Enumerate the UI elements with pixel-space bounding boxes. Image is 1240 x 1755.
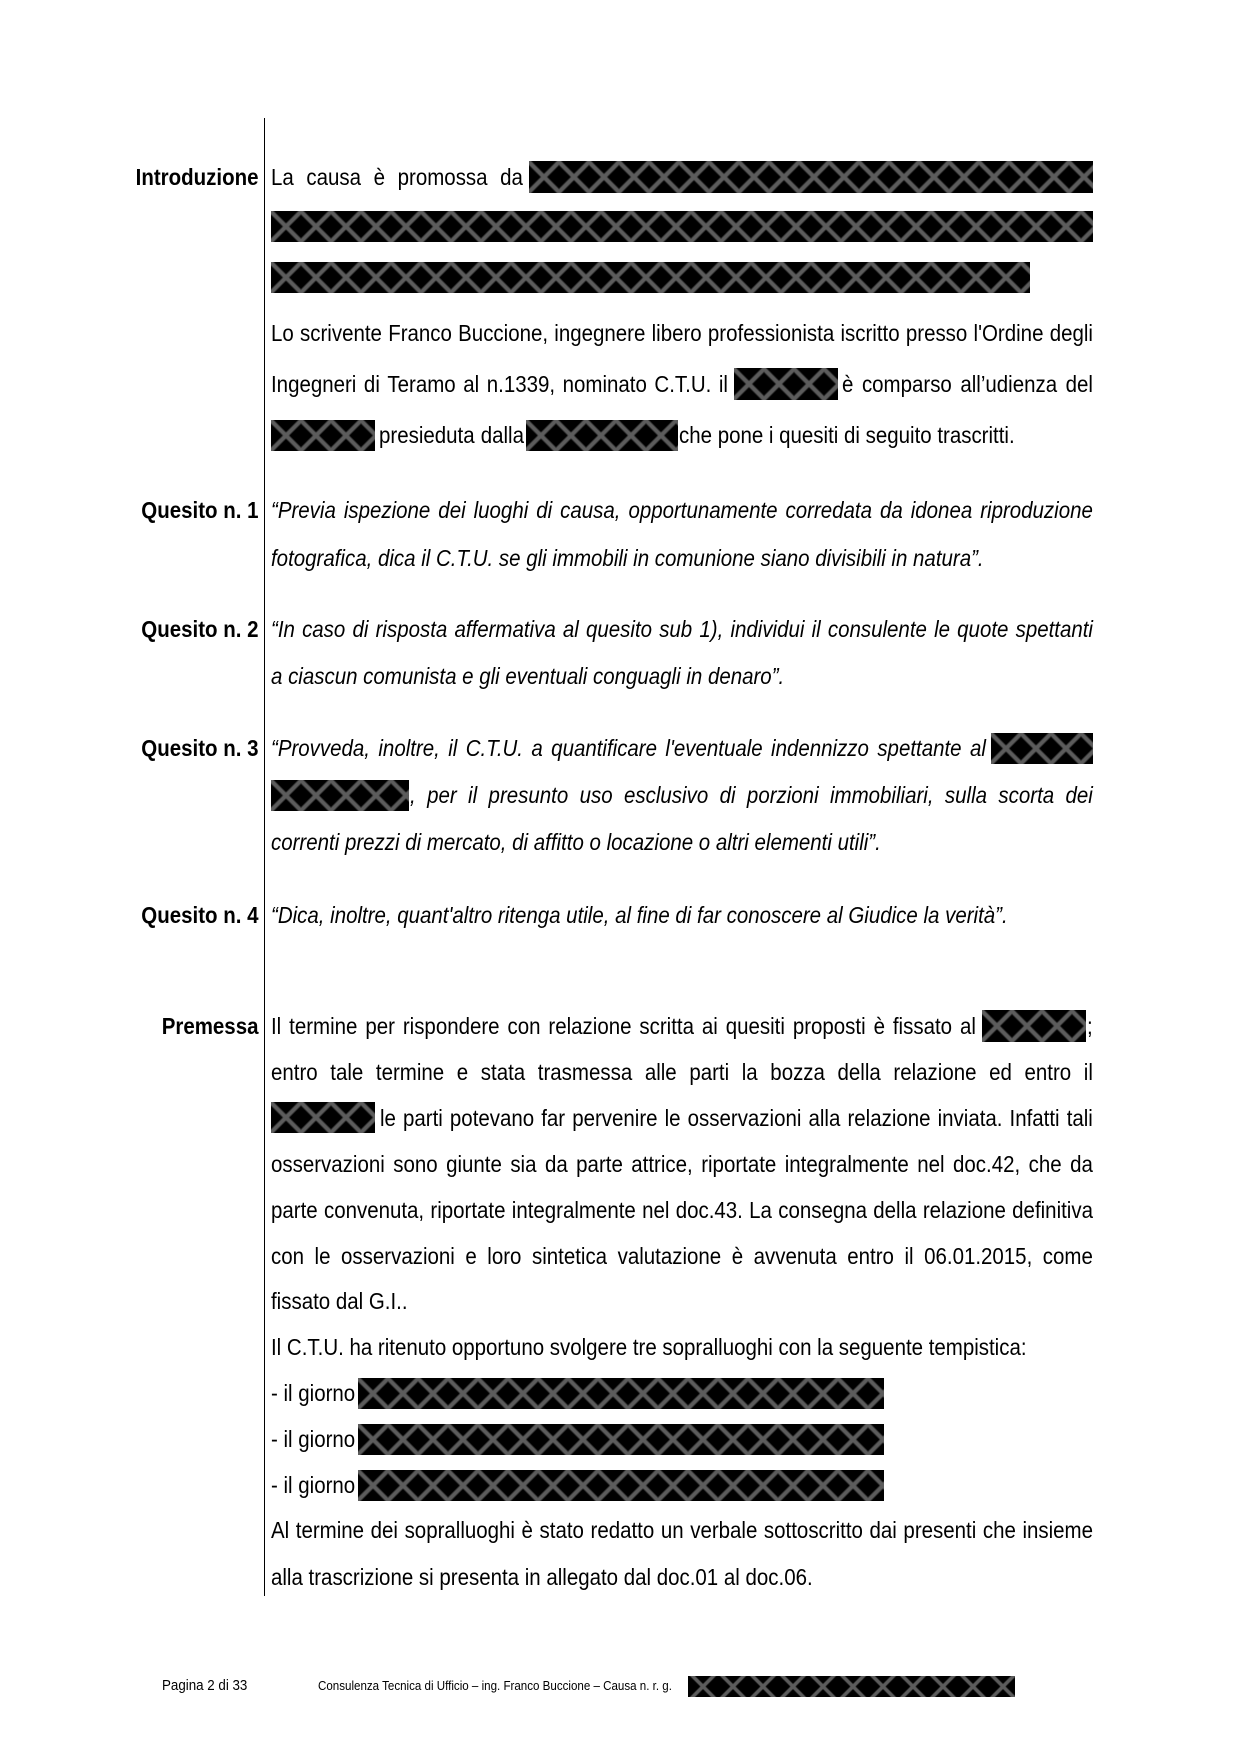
word: relazione (548, 1013, 632, 1039)
text-line-content: Il C.T.U. ha ritenuto opportuno svolgere tre sopralluoghi con la seguente tempistica: (271, 1334, 1027, 1360)
word: riportate (701, 1151, 777, 1177)
footer-title-text: Consulenza Tecnica di Ufficio – ing. Franco Buccione – Causa n. r. g. (318, 1678, 672, 1693)
word: per (365, 1013, 395, 1039)
word: valutazione (617, 1243, 722, 1269)
text-line (271, 1562, 1093, 1592)
word: C.T.U. (465, 735, 523, 761)
word: La (271, 164, 294, 190)
word: tale (330, 1059, 364, 1085)
word: tali (1066, 1105, 1093, 1131)
footer-title (318, 1675, 686, 1697)
text-line-content (271, 369, 728, 399)
word: Ingegneri (271, 371, 357, 397)
text-line (271, 1149, 1093, 1179)
text-line (271, 369, 728, 399)
word: il (718, 371, 728, 397)
word: ingegnere (554, 320, 646, 346)
visit-item (271, 1470, 356, 1500)
word: sia (510, 1151, 537, 1177)
word: sono (393, 1151, 438, 1177)
word: sopralluoghi (404, 1517, 515, 1543)
word: dei (370, 1517, 398, 1543)
word: parti (689, 1059, 730, 1085)
redacted-block (271, 211, 1093, 242)
quote-line-content: correnti prezzi di mercato, di affitto o locazione o altri elementi utili”. (271, 829, 881, 855)
word: definitiva (1012, 1197, 1093, 1223)
word: comparso (861, 371, 952, 397)
redacted-block (271, 420, 375, 451)
word: riportate (430, 1197, 506, 1223)
word: stato (539, 1517, 584, 1543)
text-line (271, 162, 523, 192)
text-line (271, 1011, 976, 1041)
word: il (811, 616, 821, 642)
quote-line (271, 614, 1093, 644)
word: potevano (449, 1105, 535, 1131)
quote-line-content (271, 614, 1093, 644)
word: con (271, 1243, 305, 1269)
text-line-content: che pone i quesiti di seguito trascritti. (679, 422, 1015, 448)
text-line-content (271, 318, 1093, 348)
word: termine (295, 1517, 365, 1543)
section-label-quesito-1 (60, 495, 258, 525)
word: ed (989, 1059, 1012, 1085)
word: consegna (778, 1197, 867, 1223)
word: un (660, 1517, 684, 1543)
word: professionista (707, 320, 835, 346)
word: n.1339, (486, 371, 556, 397)
word: ispezione (343, 497, 431, 523)
word: parte (576, 1151, 623, 1177)
page-number-text: Pagina 2 di 33 (162, 1677, 248, 1694)
word: integralmente (511, 1197, 636, 1223)
word: spettanti (1015, 616, 1093, 642)
word: attrice, (631, 1151, 693, 1177)
section-label-text: Quesito n. 3 (140, 735, 258, 761)
text-line (271, 318, 1093, 348)
word: causa (306, 164, 362, 190)
quote-line-content: fotografica, dica il C.T.U. se gli immobili in comunione siano divisibili in natura”. (271, 545, 984, 571)
text-line-content (271, 162, 523, 192)
text-line-content (271, 1057, 1093, 1087)
text-line (271, 1332, 1093, 1362)
word: entro (271, 1059, 318, 1085)
word: Franco (388, 320, 452, 346)
word: bozza (770, 1059, 825, 1085)
text-line (271, 1241, 1093, 1271)
word: Il (271, 1013, 282, 1039)
text-line (271, 1515, 1093, 1545)
section-label-text: Introduzione (135, 164, 258, 190)
word: Infatti (1009, 1105, 1060, 1131)
word: nel (642, 1197, 670, 1223)
text-line-content (842, 369, 1093, 399)
word: è (731, 1243, 744, 1269)
word: causa, (560, 497, 621, 523)
word: del (1065, 371, 1093, 397)
word: osservazioni (341, 1243, 455, 1269)
section-label-introduzione (60, 162, 258, 192)
word: insieme (1022, 1517, 1093, 1543)
word: presieduta (379, 422, 475, 448)
quote-line (271, 827, 1093, 857)
word: C.T.U. (654, 371, 712, 397)
word: luoghi (473, 497, 529, 523)
text-line (842, 369, 1093, 399)
text-line-content (271, 1515, 1093, 1545)
word: di (536, 497, 553, 523)
word: nominato (562, 371, 647, 397)
word: e (465, 1243, 477, 1269)
word: promossa (397, 164, 488, 190)
word: proposti (792, 1013, 866, 1039)
word: al (463, 371, 480, 397)
word: al (969, 735, 986, 761)
word: Al (271, 1517, 290, 1543)
word: Buccione, (458, 320, 549, 346)
word: affermativa (454, 616, 556, 642)
word: caso (302, 616, 346, 642)
word: da (544, 1151, 568, 1177)
word: l'eventuale (665, 735, 763, 761)
word: come (1042, 1243, 1093, 1269)
word: termine (289, 1013, 358, 1039)
visit-item (271, 1424, 356, 1454)
word: scritta (639, 1013, 694, 1039)
word: è (521, 1517, 533, 1543)
word: idonea (910, 497, 973, 523)
word: dai (869, 1517, 897, 1543)
word: consulente (827, 616, 927, 642)
word: ai (701, 1013, 718, 1039)
quote-line-content (271, 733, 986, 763)
quote-line-content: a ciascun comunista e gli eventuali conguagli in denaro”. (271, 663, 785, 689)
text-line-content: ; (1087, 1013, 1093, 1039)
word: osservazioni (271, 1151, 385, 1177)
text-line-content (271, 1011, 976, 1041)
text-line (379, 420, 524, 450)
word: parti (403, 1105, 443, 1131)
word: le (380, 1105, 396, 1131)
redacted-block (271, 780, 409, 811)
quote-line (271, 733, 986, 763)
text-line-content (271, 1195, 1093, 1225)
word: al (562, 616, 579, 642)
word: doc.42, (953, 1151, 1021, 1177)
word: iscritto (840, 320, 900, 346)
word: 1), (699, 616, 724, 642)
word: da (500, 164, 523, 190)
word: di (352, 616, 369, 642)
word: termine (375, 1059, 445, 1085)
word: il (448, 735, 458, 761)
word: verbale (690, 1517, 758, 1543)
quote-line (271, 495, 1093, 525)
word: Teramo (387, 371, 456, 397)
redacted-block (991, 733, 1093, 764)
word: quantificare (551, 735, 658, 761)
word: entro (847, 1243, 894, 1269)
word: osservazioni (687, 1105, 802, 1131)
quote-line (271, 900, 1093, 930)
word: da (1070, 1151, 1093, 1177)
redacted-block (358, 1424, 884, 1455)
word: sintetica (531, 1243, 608, 1269)
word: trasmessa (537, 1059, 633, 1085)
word: doc.43. (675, 1197, 743, 1223)
word: dei (438, 497, 466, 523)
word: loro (487, 1243, 522, 1269)
word: libero (651, 320, 702, 346)
text-line-content (380, 1103, 1093, 1133)
section-label-text: Quesito n. 1 (140, 497, 258, 523)
word: sottoscritto (763, 1517, 863, 1543)
text-line (380, 1103, 1093, 1133)
word: l'Ordine (973, 320, 1044, 346)
text-line (271, 1195, 1093, 1225)
visit-item-label: - il giorno (271, 1472, 356, 1498)
word: giunte (446, 1151, 502, 1177)
word: della (837, 1059, 881, 1085)
word: relazione (893, 1059, 977, 1085)
quote-line (271, 543, 1093, 573)
redacted-block (982, 1010, 1086, 1042)
word: La (749, 1197, 772, 1223)
word: quesiti (725, 1013, 785, 1039)
word: porzioni (746, 782, 819, 808)
word: il (1083, 1059, 1093, 1085)
word: con (507, 1013, 541, 1039)
quote-line-content: “Dica, inoltre, quant'altro ritenga utile, al fine di far conoscere al Giudice la verità”. (271, 902, 1008, 928)
word: inviata. (937, 1105, 1003, 1131)
word: da (879, 497, 903, 523)
section-label-text: Quesito n. 4 (140, 902, 258, 928)
word: il (904, 1243, 914, 1269)
page-number (162, 1675, 257, 1697)
word: relazione (922, 1197, 1006, 1223)
word: che (1028, 1151, 1062, 1177)
word: al (959, 1013, 976, 1039)
text-line (271, 1286, 1093, 1316)
word: stata (480, 1059, 526, 1085)
word: quote (957, 616, 1009, 642)
text-line-content (271, 1149, 1093, 1179)
quote-line (410, 780, 1093, 810)
word: scorta (998, 782, 1055, 808)
word: “In (271, 616, 295, 642)
quote-line-content (410, 780, 1093, 810)
redacted-block (358, 1470, 884, 1501)
word: alla (808, 1105, 841, 1131)
section-label-quesito-2 (60, 614, 258, 644)
word: la (741, 1059, 758, 1085)
word: è (873, 1013, 885, 1039)
word: parte (271, 1197, 318, 1223)
word: opportunamente (628, 497, 778, 523)
redacted-block (526, 420, 678, 451)
word: per (427, 782, 457, 808)
word: uso (579, 782, 613, 808)
word: sulla (944, 782, 988, 808)
redacted-block (271, 1102, 375, 1133)
column-divider (264, 118, 265, 1596)
word: di (363, 371, 380, 397)
word: “Previa (271, 497, 336, 523)
text-line-content (271, 1241, 1093, 1271)
redacted-block (358, 1378, 884, 1409)
section-label-quesito-3 (60, 733, 258, 763)
word: le (934, 616, 951, 642)
word: e (456, 1059, 469, 1085)
word: è (842, 371, 854, 397)
word: far (541, 1105, 566, 1131)
quote-line-content (271, 495, 1093, 525)
section-label-quesito-4 (60, 900, 258, 930)
word: relazione (847, 1105, 931, 1131)
section-label-premessa (60, 1011, 258, 1041)
word: individui (730, 616, 805, 642)
quote-line (271, 661, 1093, 691)
word: riproduzione (980, 497, 1093, 523)
word: le (664, 1105, 681, 1131)
word: di (719, 782, 736, 808)
text-line-content: alla trascrizione si presenta in allegato dal doc.01 al doc.06. (271, 1564, 813, 1590)
word: integralmente (784, 1151, 909, 1177)
visit-item-label: - il giorno (271, 1380, 356, 1406)
word: quesito (586, 616, 653, 642)
word: avvenuta (753, 1243, 837, 1269)
word: entro (1024, 1059, 1072, 1085)
redacted-block (734, 368, 838, 400)
word: dei (1065, 782, 1093, 808)
word: a (531, 735, 543, 761)
word: Lo (271, 320, 294, 346)
text-line (679, 420, 1039, 450)
word: sub (659, 616, 693, 642)
word: è (373, 164, 386, 190)
word: risposta (375, 616, 448, 642)
word: degli (1049, 320, 1093, 346)
word: le (314, 1243, 331, 1269)
section-label-text: Quesito n. 2 (140, 616, 258, 642)
word: fissato (892, 1013, 953, 1039)
redacted-block (688, 1676, 1015, 1697)
text-line (271, 1057, 1093, 1087)
word: alle (644, 1059, 677, 1085)
word: , (410, 782, 416, 808)
word: immobiliari, (830, 782, 934, 808)
word: presso (905, 320, 968, 346)
text-line-content (379, 420, 524, 450)
visit-item (271, 1378, 356, 1408)
redacted-block (271, 262, 1030, 293)
redacted-block (529, 161, 1093, 193)
text-line-content: fissato dal G.I.. (271, 1288, 408, 1314)
word: corredata (785, 497, 873, 523)
word: spettante (877, 735, 962, 761)
word: presunto (488, 782, 569, 808)
word: esclusivo (624, 782, 709, 808)
section-label-text: Premessa (161, 1013, 258, 1039)
word: 06.01.2015, (924, 1243, 1033, 1269)
word: convenuta, (323, 1197, 425, 1223)
word: inoltre, (378, 735, 440, 761)
word: all’udienza (960, 371, 1058, 397)
word: scrivente (300, 320, 382, 346)
word: nel (917, 1151, 945, 1177)
word: che (982, 1517, 1016, 1543)
word: indennizzo (771, 735, 869, 761)
word: il (468, 782, 478, 808)
word: pervenire (572, 1105, 658, 1131)
word: dalla (480, 422, 524, 448)
word: rispondere (402, 1013, 500, 1039)
word: della (873, 1197, 917, 1223)
word: redatto (590, 1517, 655, 1543)
word: “Provveda, (271, 735, 370, 761)
visit-item-label: - il giorno (271, 1426, 356, 1452)
text-line (1087, 1011, 1097, 1041)
word: presenti (903, 1517, 977, 1543)
